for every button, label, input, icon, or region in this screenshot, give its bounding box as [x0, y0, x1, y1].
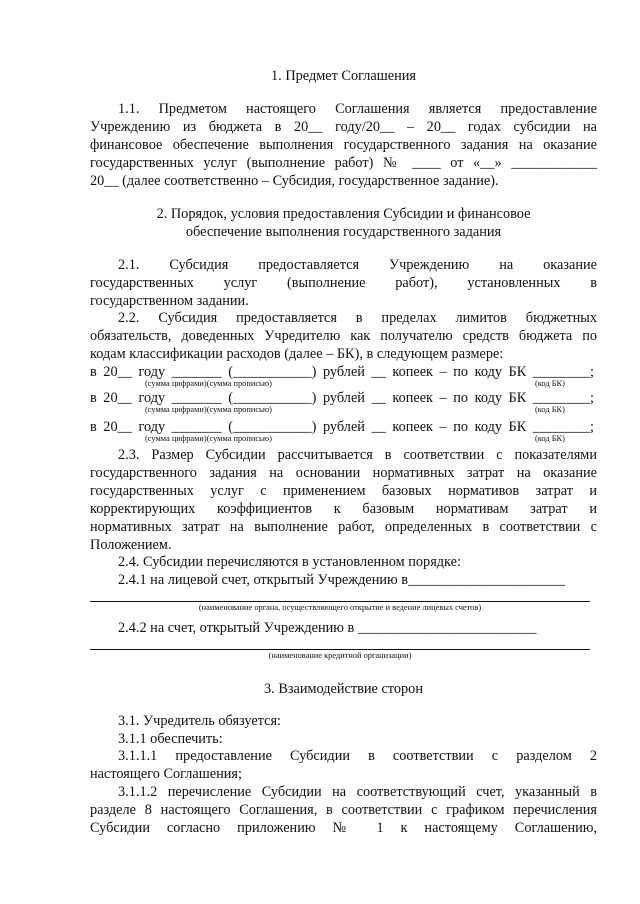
blank-line — [90, 649, 590, 650]
paragraph-line: 2.4. Субсидии перечисляются в установленном порядке: — [118, 554, 461, 570]
caption-account-authority: (наименование органа, осуществляющего открытие и ведение лицевых счетов) — [198, 603, 482, 612]
paragraph-line: нормативных затрат на выполнение работ, определенных в соответствии с — [90, 519, 597, 535]
account-line-2: 2.4.2 на счет, открытый Учреждению в _________________________ — [118, 620, 537, 636]
budget-row: в 20__ году _______ (___________) рублей __ копеек – по коду БК ________; — [90, 364, 594, 380]
paragraph-line: 3.1.1.1 предоставление Субсидии в соответствии с разделом 2 — [118, 748, 597, 764]
paragraph-line: государственном задании. — [90, 293, 249, 309]
paragraph-line: 3.1.1 обеспечить: — [118, 731, 223, 747]
paragraph-line: настоящего Соглашения; — [90, 766, 242, 782]
paragraph-line: 3.1.1.2 перечисление Субсидии на соответствующий счет, указанный в — [118, 784, 597, 800]
budget-row: в 20__ году _______ (___________) рублей __ копеек – по коду БК ________; — [90, 419, 594, 435]
caption-code: (код БК) — [535, 434, 565, 443]
caption-code: (код БК) — [535, 379, 565, 388]
paragraph-line: 2.2. Субсидия предоставляется в пределах лимитов бюджетных — [118, 310, 597, 326]
paragraph-line: 3.1. Учредитель обязуется: — [118, 713, 281, 729]
paragraph-line: государственных услуг (выполнение работ), установленных в — [90, 275, 597, 291]
paragraph-line: государственного задания на основании нормативных затрат на оказание — [90, 465, 597, 481]
caption-code: (код БК) — [535, 405, 565, 414]
paragraph-line: государственных услуг с применением базовых нормативов затрат и — [90, 483, 597, 499]
paragraph-line: 2.1. Субсидия предоставляется Учреждению на оказание — [118, 257, 597, 273]
paragraph-line: 20__ (далее соответственно – Субсидия, государственное задание). — [90, 173, 499, 189]
caption-sum: (сумма цифрами)(сумма прописью) — [145, 379, 272, 388]
paragraph-line: 1.1. Предметом настоящего Соглашения является предоставление — [118, 101, 597, 117]
paragraph-line: обязательств, доведенных Учредителю как получателю средств бюджета по — [90, 328, 597, 344]
paragraph-line: Учреждению из бюджета в 20__ году/20__ – 20__ годах субсидии на — [90, 119, 597, 135]
caption-sum: (сумма цифрами)(сумма прописью) — [145, 405, 272, 414]
section-1-heading: 1. Предмет Соглашения — [271, 68, 416, 84]
caption-sum: (сумма цифрами)(сумма прописью) — [145, 434, 272, 443]
budget-row: в 20__ году _______ (___________) рублей __ копеек – по коду БК ________; — [90, 390, 594, 406]
paragraph-line: кодам классификации расходов (далее – БК), в следующем размере: — [90, 346, 504, 362]
caption-credit-organization: (наименование кредитной организации) — [268, 651, 412, 660]
blank-line — [90, 601, 590, 602]
paragraph-line: разделе 8 настоящего Соглашения, в соответствии с графиком перечисления — [90, 802, 597, 818]
paragraph-line: Положением. — [90, 537, 172, 553]
section-2-heading-line-2: обеспечение выполнения государственного задания — [185, 224, 502, 240]
paragraph-line: финансовое обеспечение выполнения государственного задания на оказание — [90, 137, 597, 153]
paragraph-line: государственных услуг (выполнение работ) № ____ от «__» ____________ — [90, 155, 597, 171]
paragraph-line: 2.3. Размер Субсидии рассчитывается в соответствии с показателями — [118, 447, 597, 463]
section-3-heading: 3. Взаимодействие сторон — [264, 681, 423, 697]
paragraph-line: Субсидии согласно приложению № 1 к настоящему Соглашению, — [90, 820, 597, 836]
section-2-heading-line-1: 2. Порядок, условия предоставления Субсидии и финансовое — [156, 206, 531, 222]
paragraph-line: корректирующих коэффициентов к базовым нормативам затрат и — [90, 501, 597, 517]
account-line-1: 2.4.1 на лицевой счет, открытый Учреждению в______________________ — [118, 572, 566, 588]
